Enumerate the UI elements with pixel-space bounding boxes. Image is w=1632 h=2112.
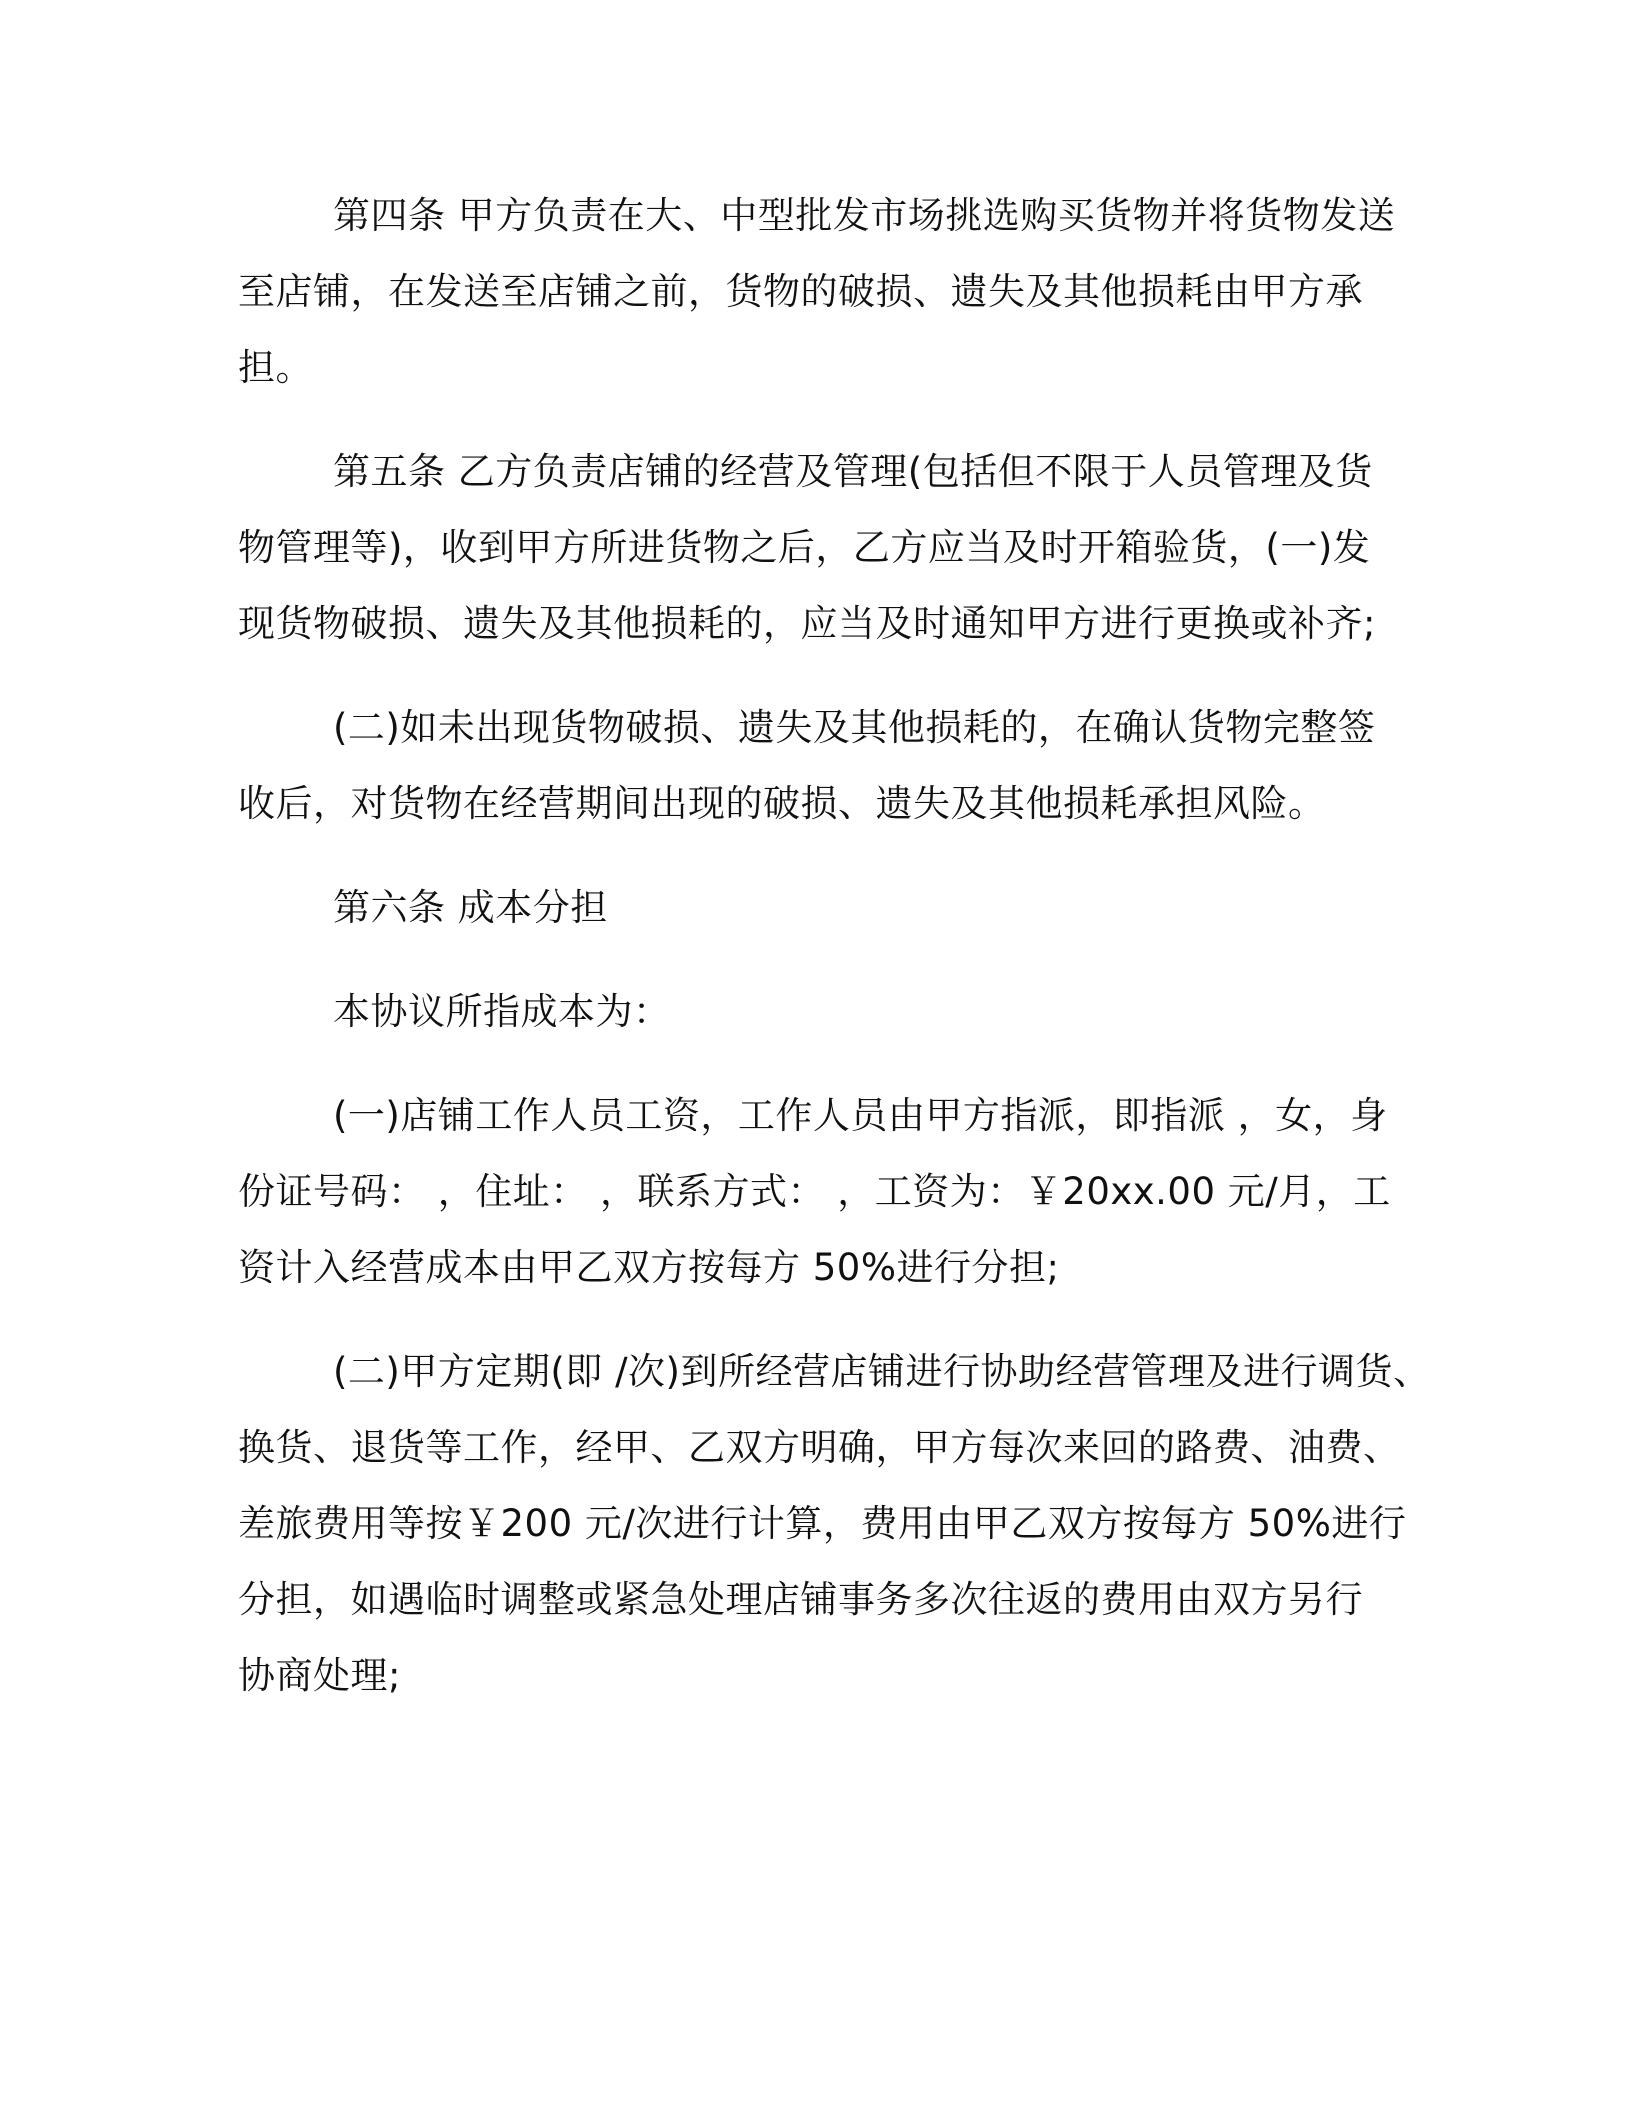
cost-item-2-line-4: 分担，如遇临时调整或紧急处理店铺事务多次往返的费用由双方另行	[238, 1578, 1363, 1621]
article-5-line-2: 物管理等)，收到甲方所进货物之后，乙方应当及时开箱验货，(一)发	[238, 526, 1371, 569]
cost-item-2-line-2: 换货、退货等工作，经甲、乙双方明确，甲方每次来回的路费、油费、	[238, 1426, 1401, 1469]
article-5-line-1: 第五条 乙方负责店铺的经营及管理(包括但不限于人员管理及货	[333, 450, 1373, 493]
article-4-line-1: 第四条 甲方负责在大、中型批发市场挑选购买货物并将货物发送	[333, 194, 1396, 237]
cost-definition: 本协议所指成本为：	[333, 990, 671, 1033]
cost-item-1-line-1: (一)店铺工作人员工资，工作人员由甲方指派，即指派 ，女，身	[333, 1094, 1388, 1137]
article-6-heading: 第六条 成本分担	[333, 886, 608, 929]
article-4-line-3: 担。	[238, 346, 313, 389]
cost-item-2-line-3: 差旅费用等按￥200 元/次进行计算，费用由甲乙双方按每方 50%进行	[238, 1502, 1407, 1545]
cost-item-1-line-2: 份证号码： ，住址： ，联系方式： ，工资为：￥20xx.00 元/月，工	[238, 1170, 1391, 1213]
article-5-line-3: 现货物破损、遗失及其他损耗的，应当及时通知甲方进行更换或补齐;	[238, 602, 1376, 645]
cost-item-1-line-3: 资计入经营成本由甲乙双方按每方 50%进行分担;	[238, 1246, 1060, 1289]
article-5-item-2-line-2: 收后，对货物在经营期间出现的破损、遗失及其他损耗承担风险。	[238, 782, 1326, 825]
article-5-item-2-line-1: (二)如未出现货物破损、遗失及其他损耗的，在确认货物完整签	[333, 706, 1376, 749]
article-4-line-2: 至店铺，在发送至店铺之前，货物的破损、遗失及其他损耗由甲方承	[238, 270, 1363, 313]
cost-item-2-line-5: 协商处理;	[238, 1654, 401, 1697]
cost-item-2-line-1: (二)甲方定期(即 /次)到所经营店铺进行协助经营管理及进行调货、	[333, 1350, 1431, 1393]
